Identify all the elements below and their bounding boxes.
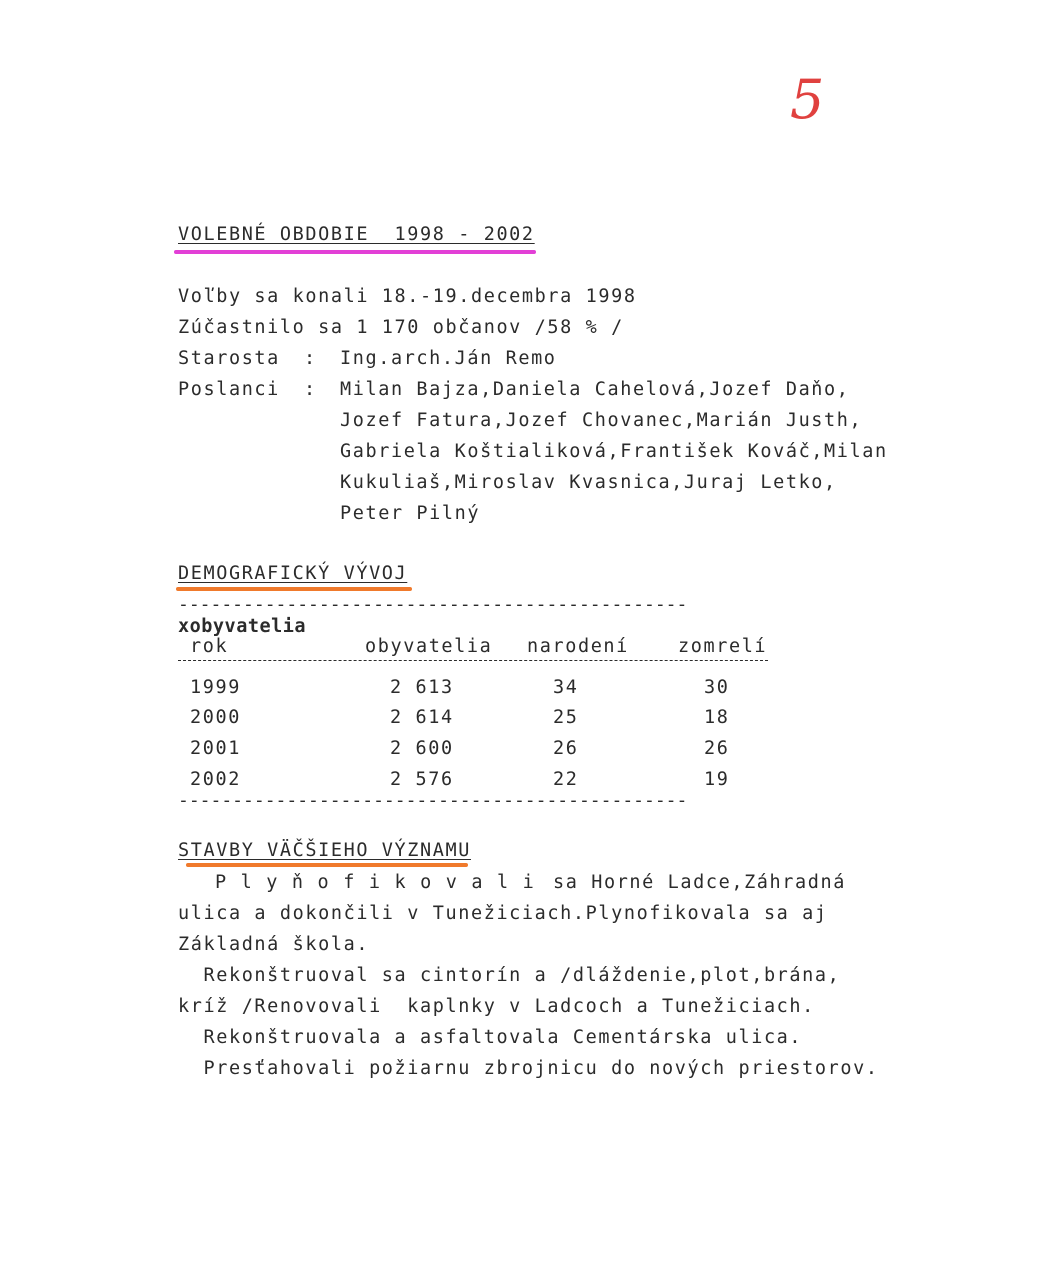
deputies-line: Jozef Fatura,Jozef Chovanec,Marián Justh, <box>340 410 863 431</box>
column-header-rok: rok <box>190 636 229 657</box>
table-top-rule: ----------------------------------------------- <box>178 594 688 615</box>
mayor-colon: : <box>304 348 317 369</box>
deputies-line: Gabriela Koštialiková,František Kováč,Milan <box>340 441 888 462</box>
deputies-label: Poslanci <box>178 379 280 400</box>
table-cell-population: 2 576 <box>390 769 454 790</box>
section-heading-demographics: DEMOGRAFICKÝ VÝVOJ <box>178 563 408 584</box>
deputies-colon: : <box>304 379 317 400</box>
magenta-highlight-underline <box>174 250 536 254</box>
mayor-name: Ing.arch.Ján Remo <box>340 348 557 369</box>
deputies-line: Peter Pilný <box>340 503 481 524</box>
body-text-line: kríž /Renovovali kaplnky v Ladcoch a Tunežiciach. <box>178 996 815 1017</box>
spaced-emphasis-word: Plyňofikovali <box>215 872 549 893</box>
body-text-line: ulica a dokončili v Tunežiciach.Plynofikovala sa aj <box>178 903 828 924</box>
table-cell-deaths: 18 <box>704 707 730 728</box>
struck-typed-text: xobyvatelia <box>178 616 307 637</box>
section-heading-major-buildings: STAVBY VÄČŠIEHO VÝZNAMU <box>178 840 471 861</box>
table-cell-births: 22 <box>553 769 579 790</box>
table-cell-population: 2 614 <box>390 707 454 728</box>
body-text-line: Rekonštruovala a asfaltovala Cementárska ulica. <box>178 1027 803 1048</box>
column-header-zomreli: zomrelí <box>678 636 768 657</box>
table-cell-year: 2002 <box>190 769 241 790</box>
orange-highlight-underline <box>176 587 412 591</box>
table-cell-population: 2 613 <box>390 677 454 698</box>
elections-line: Voľby sa konali 18.-19.decembra 1998 <box>178 286 637 307</box>
table-cell-deaths: 30 <box>704 677 730 698</box>
column-header-obyvatelia: obyvatelia <box>365 636 493 657</box>
page-number: 5 <box>790 68 825 131</box>
deputies-line: Milan Bajza,Daniela Cahelová,Jozef Daňo, <box>340 379 850 400</box>
table-cell-births: 34 <box>553 677 579 698</box>
orange-highlight-underline <box>186 863 468 867</box>
table-cell-deaths: 26 <box>704 738 730 759</box>
body-text-line: Presťahovali požiarnu zbrojnicu do nových priestorov. <box>178 1058 879 1079</box>
table-bottom-rule: ----------------------------------------------- <box>178 790 688 811</box>
table-cell-year: 2000 <box>190 707 241 728</box>
body-text-line: Rekonštruoval sa cintorín a /dláždenie,plot,brána, <box>178 965 841 986</box>
mayor-label: Starosta <box>178 348 280 369</box>
table-cell-year: 1999 <box>190 677 241 698</box>
turnout-line: Zúčastnilo sa 1 170 občanov /58 % / <box>178 317 624 338</box>
body-text-line: Základná škola. <box>178 934 370 955</box>
deputies-line: Kukuliaš,Miroslav Kvasnica,Juraj Letko, <box>340 472 837 493</box>
table-cell-births: 25 <box>553 707 579 728</box>
section-heading-electoral-period: VOLEBNÉ OBDOBIE 1998 - 2002 <box>178 224 535 245</box>
table-cell-population: 2 600 <box>390 738 454 759</box>
table-cell-deaths: 19 <box>704 769 730 790</box>
table-cell-year: 2001 <box>190 738 241 759</box>
table-cell-births: 26 <box>553 738 579 759</box>
column-header-narodeni: narodení <box>527 636 629 657</box>
body-text-line: sa Horné Ladce,Záhradná <box>553 872 846 893</box>
